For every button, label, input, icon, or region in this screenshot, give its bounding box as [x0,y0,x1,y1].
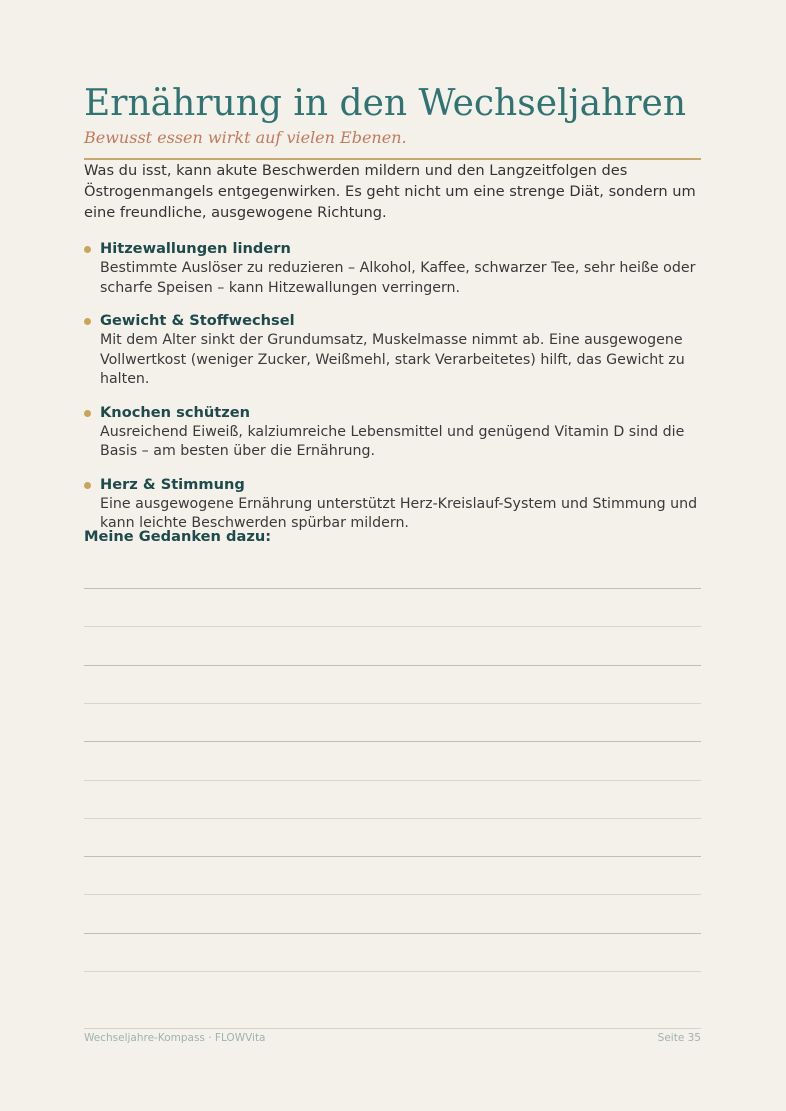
writing-line [84,818,701,819]
writing-line [84,856,701,857]
writing-line [84,741,701,742]
bullet-dot-icon [84,318,91,325]
list-item-heading: Hitzewallungen lindern [100,240,291,257]
list-item [84,475,701,534]
writing-line [84,626,701,627]
writing-line [84,665,701,666]
topic-list [84,239,701,547]
writing-line [84,780,701,781]
page-number: Seite 35 [657,1032,701,1044]
list-item [84,403,701,462]
bullet-dot-icon [84,410,91,417]
page-title: Ernährung in den Wechseljahren [84,83,687,124]
writing-line [84,894,701,895]
list-item-text: Bestimmte Auslöser zu reduzieren – Alkohol, Kaffee, schwarzer Tee, sehr heiße oder scharfe Speisen – kann Hitzewallungen verringern. [100,260,696,296]
page-subtitle: Bewusst essen wirkt auf vielen Ebenen. [84,128,407,147]
writing-line [84,588,701,589]
list-item-heading: Knochen schützen [100,403,251,421]
writing-line [84,933,701,934]
intro-paragraph: Was du isst, kann akute Beschwerden mildern und den Langzeitfolgen des Östrogenmangels entgegenwirken. Es geht nicht um eine strenge Diät, sondern um eine freundliche, ausgewogene Richtung. [84,162,696,221]
list-item-heading: Herz & Stimmung [100,475,245,493]
list-item-text: Eine ausgewogene Ernährung unterstützt Herz-Kreislauf-System und Stimmung und kann leichte Beschwerden spürbar mildern. [100,495,698,531]
writing-line [84,703,701,704]
list-item-text: Ausreichend Eiweiß, kalziumreiche Lebensmittel und genügend Vitamin D sind die Basis – am besten über die Ernährung. [100,423,685,459]
footer-divider [84,1028,701,1029]
list-item [84,311,701,390]
writing-line [84,971,701,972]
list-item-text: Mit dem Alter sinkt der Grundumsatz, Muskelmasse nimmt ab. Eine ausgewogene Vollwertkost (weniger Zucker, Weißmehl, stark Verarbeitetes) hilft, das Gewicht zu halten. [100,332,685,387]
document-page [84,0,701,1111]
bullet-dot-icon [84,482,91,489]
footer-source: Wechseljahre-Kompass · FLOWVita [84,1032,266,1044]
list-item-heading: Gewicht & Stoffwechsel [100,312,295,329]
notes-label: Meine Gedanken dazu: [84,528,272,545]
list-item [84,239,701,298]
bullet-dot-icon [84,246,91,253]
